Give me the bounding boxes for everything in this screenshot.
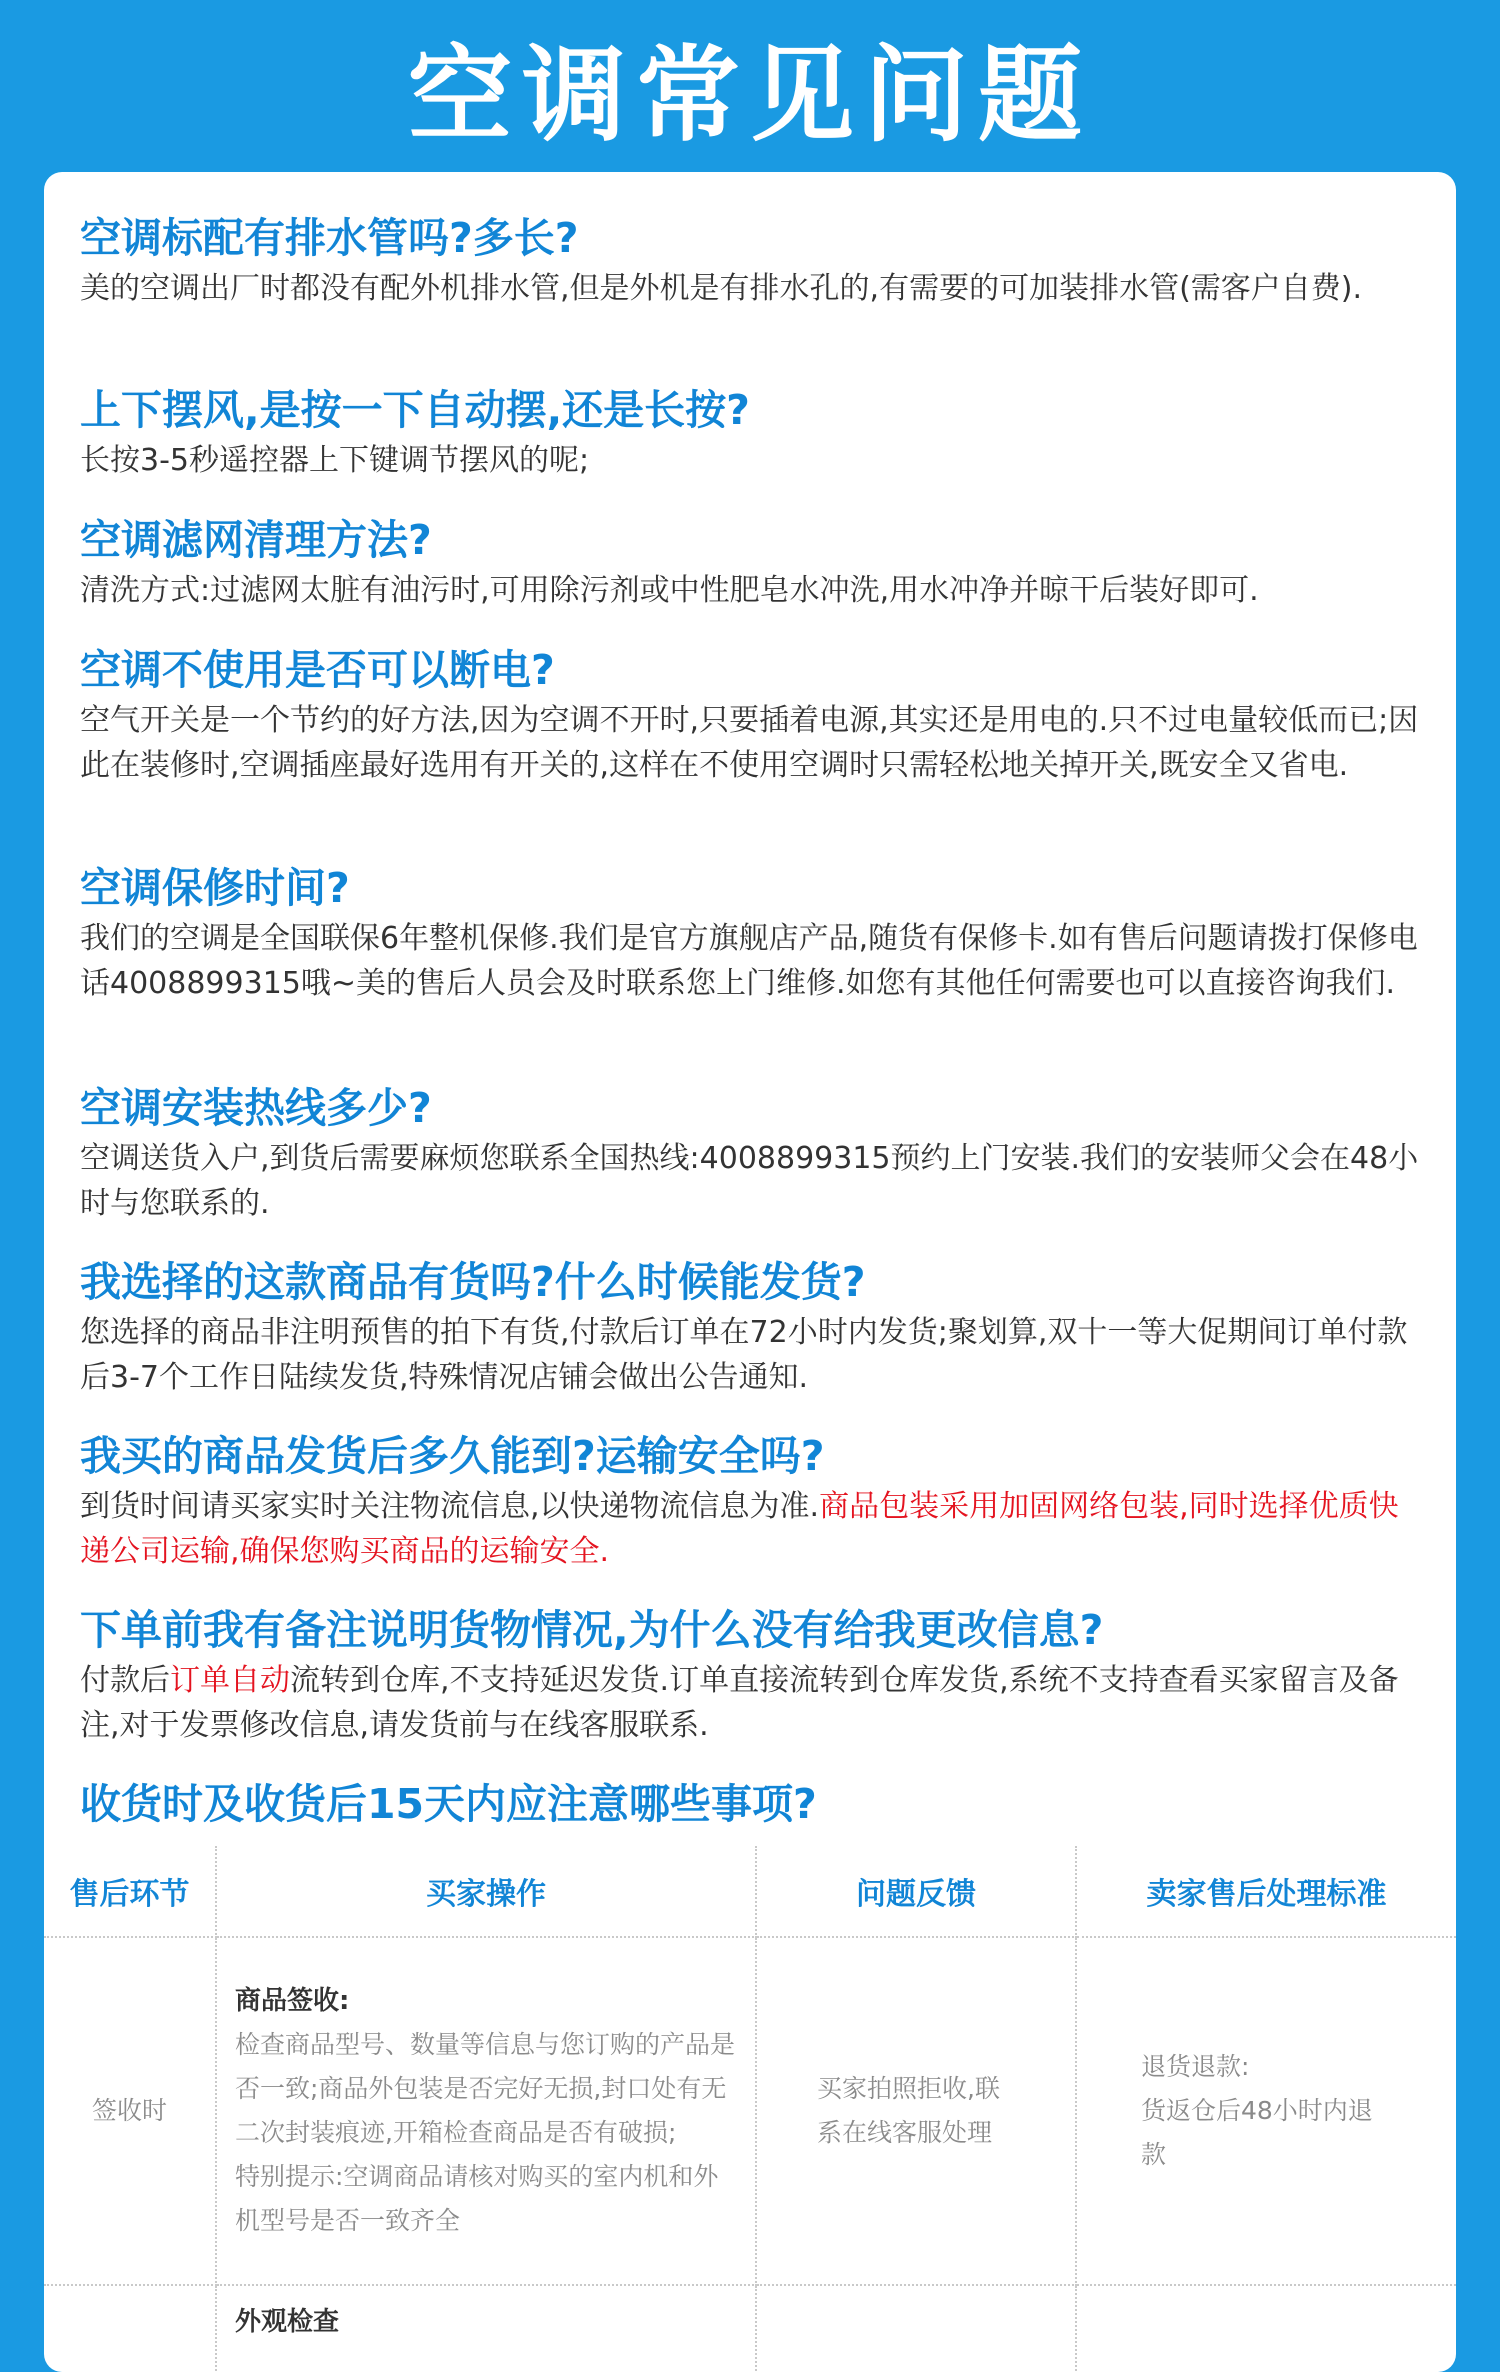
table-cell-action: [216, 2285, 756, 2372]
faq-item: [80, 212, 1420, 311]
standard-title: 退货退款:: [1141, 2052, 1250, 2081]
answer-highlight: 商品包装采用加固网络包装,同时选择优质快递公司运输,确保您购买商品的运输安全.: [80, 1489, 1399, 1569]
table-cell-standard: [1076, 2285, 1456, 2372]
faq-answer: 美的空调出厂时都没有配外机排水管,但是外机是有排水孔的,有需要的可加装排水管(需客户自费).: [80, 271, 1363, 306]
after-sales-table: [44, 1846, 1456, 2372]
faq-question: 下单前我有备注说明货物情况,为什么没有给我更改信息?: [80, 1606, 1104, 1654]
faq-item: [80, 514, 1420, 613]
faq-answer: 我们的空调是全国联保6年整机保修.我们是官方旗舰店产品,随货有保修卡.如有售后问题请拨打保修电话4008899315哦~美的售后人员会及时联系您上门维修.如您有其他任何需要也可以直接咨询我们.: [80, 921, 1418, 1001]
table-cell-action: [216, 1937, 756, 2285]
table-header: 问题反馈: [756, 1846, 1076, 1937]
table-cell-standard: [1076, 1937, 1456, 2285]
table-cell-stage: 签收时: [44, 1937, 216, 2285]
table-header: 买家操作: [216, 1846, 756, 1937]
table-cell-feedback: 买家拍照拒收,联系在线客服处理: [756, 1937, 1076, 2285]
action-title: 商品签收:: [235, 1986, 350, 2016]
faq-answer: 清洗方式:过滤网太脏有油污时,可用除污剂或中性肥皂水冲洗,用水冲净并晾干后装好即可.: [80, 573, 1259, 608]
page-title: 空调常见问题: [407, 34, 1092, 156]
faq-item: [80, 1778, 1420, 1830]
faq-question: 空调保修时间?: [80, 864, 350, 912]
faq-card: [44, 172, 1456, 2372]
faq-question: 空调不使用是否可以断电?: [80, 646, 555, 694]
faq-answer: 长按3-5秒遥控器上下键调节摆风的呢;: [80, 443, 590, 478]
table-header-row: [44, 1846, 1456, 1937]
faq-item: [80, 1430, 1420, 1574]
faq-item: [80, 862, 1420, 1006]
answer-text: 付款后: [80, 1663, 170, 1698]
faq-question: 空调安装热线多少?: [80, 1084, 432, 1132]
table-row: [44, 1937, 1456, 2285]
faq-answer: 您选择的商品非注明预售的拍下有货,付款后订单在72小时内发货;聚划算,双十一等大促期间订单付款后3-7个工作日陆续发货,特殊情况店铺会做出公告通知.: [80, 1315, 1408, 1395]
table-header: 售后环节: [44, 1846, 216, 1937]
table-cell-feedback: [756, 2285, 1076, 2372]
faq-item: [80, 1256, 1420, 1400]
action-line: 特别提示:空调商品请核对购买的室内机和外机型号是否一致齐全: [235, 2162, 719, 2235]
answer-text: 流转到仓库,不支持延迟发货.订单直接流转到仓库发货,系统不支持查看买家留言及备注,对于发票修改信息,请发货前与在线客服联系.: [80, 1663, 1399, 1743]
faq-item: [80, 384, 1420, 483]
faq-answer: [80, 1658, 1420, 1748]
answer-highlight: 订单自动: [170, 1663, 290, 1698]
faq-item: [80, 1604, 1420, 1748]
faq-question: 空调标配有排水管吗?多长?: [80, 214, 579, 262]
action-title: 外观检查: [235, 2307, 340, 2337]
table-header: 卖家售后处理标准: [1076, 1846, 1456, 1937]
faq-item: [80, 644, 1420, 788]
table-row: [44, 2285, 1456, 2372]
faq-question: 收货时及收货后15天内应注意哪些事项?: [80, 1780, 817, 1828]
faq-question: 我买的商品发货后多久能到?运输安全吗?: [80, 1432, 825, 1480]
faq-item: [80, 1082, 1420, 1226]
faq-question: 上下摆风,是按一下自动摆,还是长按?: [80, 386, 750, 434]
faq-answer: 空气开关是一个节约的好方法,因为空调不开时,只要插着电源,其实还是用电的.只不过电量较低而已;因此在装修时,空调插座最好选用有开关的,这样在不使用空调时只需轻松地关掉开关,既安全又省电.: [80, 703, 1419, 783]
faq-question: 我选择的这款商品有货吗?什么时候能发货?: [80, 1258, 866, 1306]
faq-question: 空调滤网清理方法?: [80, 516, 432, 564]
standard-text: 货返仓后48小时内退款: [1141, 2096, 1373, 2169]
faq-answer: [80, 1484, 1420, 1574]
answer-text: 到货时间请买家实时关注物流信息,以快递物流信息为准.: [80, 1489, 820, 1524]
action-line: 检查商品型号、数量等信息与您订购的产品是否一致;商品外包装是否完好无损,封口处有无二次封装痕迹,开箱检查商品是否有破损;: [235, 2030, 736, 2147]
faq-answer: 空调送货入户,到货后需要麻烦您联系全国热线:4008899315预约上门安装.我们的安装师父会在48小时与您联系的.: [80, 1141, 1419, 1221]
table-cell-stage: [44, 2285, 216, 2372]
